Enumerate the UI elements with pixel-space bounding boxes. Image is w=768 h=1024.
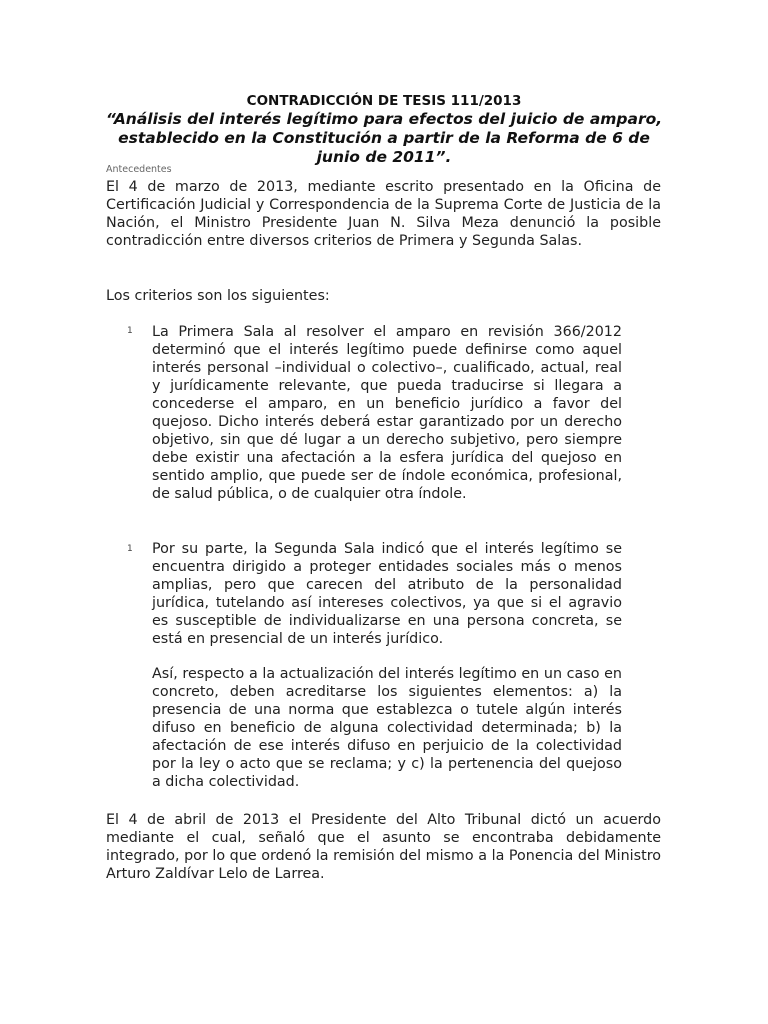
list-item: Por su parte, la Segunda Sala indicó que el interés legítimo se encuentra dirigido a proteger entidades sociales más o menos amplias, pero que carecen del atributo de la personalidad jurídica, tutelando así intereses colectivos, ya que si el agravio es susceptible de individualizarse en una persona concreta, se está en presencial de un interés jurídico. <box>152 541 622 647</box>
list-item: La Primera Sala al resolver el amparo en revisión 366/2012 determinó que el interés legítimo puede definirse como aquel interés personal –individual o colectivo–, cualificado, actual, real y jurídicamente relevante, que pueda traducirse si llegara a concederse el amparo, en un beneficio jurídico a favor del quejoso. Dicho interés deberá estar garantizado por un derecho objetivo, sin que dé lugar a un derecho subjetivo, pero siempre debe existir una afectación a la esfera jurídica del quejoso en sentido amplio, que puede ser de índole económica, profesional, de salud pública, o de cualquier otra índole. <box>152 324 622 502</box>
criteria-intro-paragraph: Los criterios son los siguientes: <box>106 288 330 304</box>
section-label: Antecedentes <box>106 164 172 175</box>
document-subtitle: “Análisis del interés legítimo para efectos del juicio de amparo, establecido en la Constitución a partir de la Reforma de 6 de junio de 2011”. <box>105 110 663 166</box>
closing-paragraph: El 4 de abril de 2013 el Presidente del Alto Tribunal dictó un acuerdo mediante el cual, señaló que el asunto se encontraba debidamente integrado, por lo que ordenó la remisión del mismo a la Ponencia del Ministro Arturo Zaldívar Lelo de Larrea. <box>106 812 661 882</box>
list-marker: 1 <box>127 544 133 554</box>
document-title: CONTRADICCIÓN DE TESIS 111/2013 <box>246 93 522 109</box>
intro-paragraph: El 4 de marzo de 2013, mediante escrito presentado en la Oficina de Certificación Judicial y Correspondencia de la Suprema Corte de Justicia de la Nación, el Ministro Presidente Juan N. Silva Meza denunció la posible contradicción entre diversos criterios de Primera y Segunda Salas. <box>106 179 661 249</box>
list-marker: 1 <box>127 326 133 336</box>
list-item-continuation: Así, respecto a la actualización del interés legítimo en un caso en concreto, deben acreditarse los siguientes elementos: a) la presencia de una norma que establezca o tutele algún interés difuso en beneficio de alguna colectividad determinada; b) la afectación de ese interés difuso en perjuicio de la colectividad por la ley o acto que se reclama; y c) la pertenencia del quejoso a dicha colectividad. <box>152 666 622 790</box>
